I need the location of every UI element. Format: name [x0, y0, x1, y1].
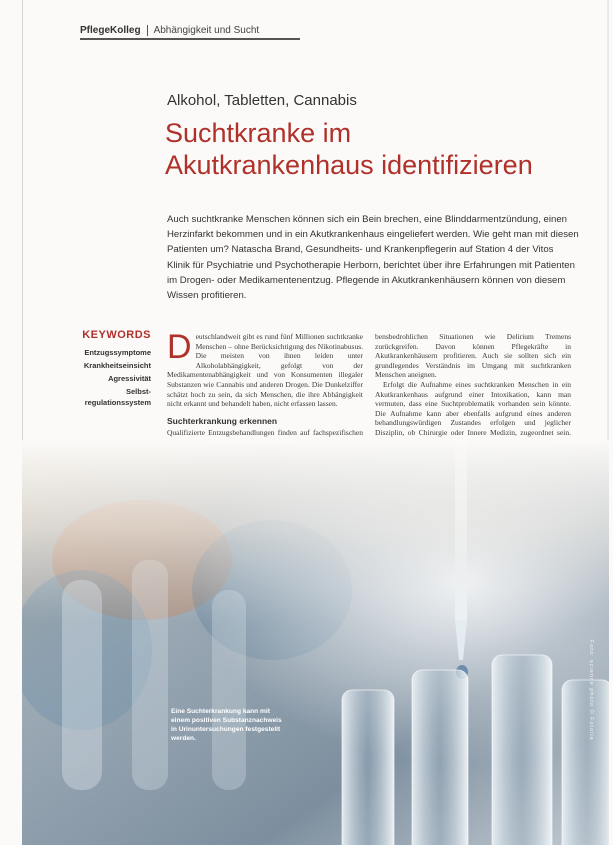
body-paragraph: Qualifizierte Entzugsbehandlungen finden auf fachspezifischen — [167, 428, 363, 438]
header-brand: PflegeKolleg — [80, 24, 141, 36]
running-header — [80, 22, 259, 38]
intro-text: eutschlandweit gibt es rund fünf Millionen suchtkranke Menschen – ohne Berücksichtigung des Nikotinabusus. Die meisten von ihnen leiden unter Alkoholabhängigkeit, gefolgt von der Medikamentenabhängigkeit und von Konsumenten illegaler Substanzen wie Cannabis und anderen Drogen. Die Dunkelziffer schätzt hoch zu sein, da sich Menschen, die ihre Abhängigkeit nicht erkannt und behandelt haben, nicht erfassen lassen. — [167, 332, 363, 409]
article-kicker: Alkohol, Tabletten, Cannabis — [167, 92, 357, 109]
keyword-item: Krankheitseinsicht — [83, 361, 151, 370]
header-topic: Abhängigkeit und Sucht — [153, 24, 260, 36]
title-line-2: Akutkrankenhaus identifizieren — [165, 150, 533, 180]
body-paragraph: Erfolgt die Aufnahme eines suchtkranken Menschen in ein Akutkrankenhaus aufgrund einer Intoxikation, kann man vermuten, dass eine Suchtproblematik vorhanden sein könnte. Die Aufnahme kann aber ebenfalls aufgrund eines anderen behandlungswürdigen Zustandes erfolgen und jeglicher Disziplin, ob Chirurgie oder Innere Medizin, zugeordnet sein. — [375, 379, 571, 437]
photo-caption: Eine Suchterkrankung kann mit einem positiven Substanznachweis in Urinuntersuchungen festgestellt werden. — [171, 708, 282, 742]
keyword-item: Selbst-regulationssystem — [84, 387, 151, 407]
keywords-heading: KEYWORDS — [82, 329, 151, 341]
title-line-1: Suchtkranke im — [165, 118, 352, 148]
drop-cap: D — [167, 328, 192, 366]
keyword-item: Entzugssymptome — [84, 348, 151, 357]
keywords-list — [60, 347, 151, 410]
section-subhead: Suchterkrankung erkennen — [167, 415, 278, 426]
header-underline — [80, 38, 300, 40]
lab-test-tubes-photo — [22, 440, 609, 845]
body-paragraph: bensbedrohlichen Situationen wie Delirium Tremens zurückgreifen. Davon können Pflegekräfte in Akutkrankenhäusern profitieren. Auch sie sollten sich ein grundlegendes Verständnis im Umgang mit suchtkranken Menschen aneignen. — [375, 332, 571, 380]
article-title — [165, 117, 585, 181]
article-lead: Auch suchtkranke Menschen können sich ein Bein brechen, eine Blinddarmentzündung, einen Herzinfarkt bekommen und in ein Akutkrankenhaus eingeliefert werden. Wie geht man mit diesen Patienten um? Natascha Brand, Gesundheits- und Krankenpflegerin auf Station 4 der Vitos Klinik für Psychiatrie und Psychotherapie Herborn, berichtet über ihre Erfahrungen mit Patienten im Drogen- oder Medikamentenentzug. Pflegende in Akutkrankenhäusern können von diesem Wissen profitieren. — [167, 214, 579, 302]
photo-credit: Foto: science photo © Fotolia — [588, 640, 594, 741]
photo-illustration — [22, 440, 609, 845]
intro-paragraph — [167, 328, 363, 409]
header-divider — [147, 25, 148, 36]
keyword-item: Agressivität — [108, 374, 151, 383]
